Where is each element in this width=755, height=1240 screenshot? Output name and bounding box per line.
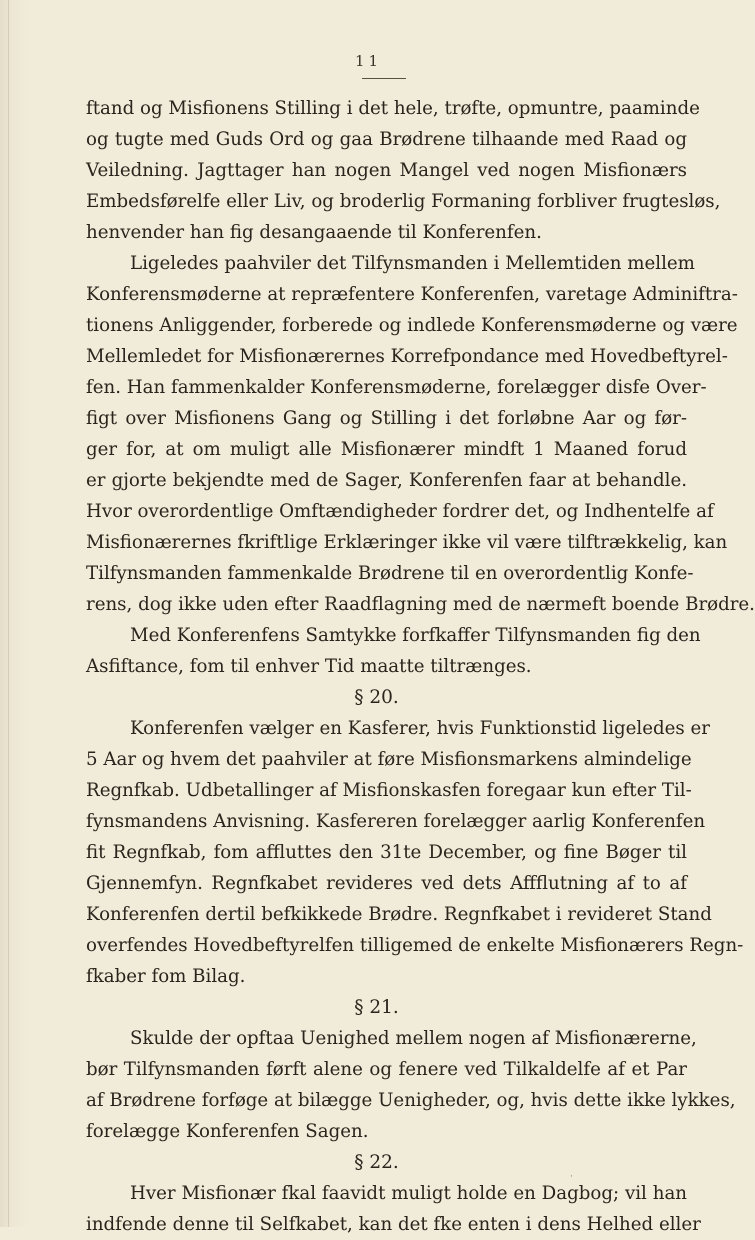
text-line: indfende denne til Selfkabet, kan det fke enten i dens Helhed eller — [86, 1214, 701, 1235]
header-rule — [362, 78, 406, 79]
text-line: Konferenfen dertil befkikkede Brødre. Regnfkabet i revideret Stand — [86, 904, 712, 925]
text-line: Gjennemfyn. Regnfkabet revideres ved dets Affflutning af to af — [86, 873, 687, 894]
text-line: Tilfynsmanden fammenkalde Brødrene til en overordentlig Konfe- — [86, 563, 694, 584]
page-number: 11 — [354, 52, 383, 70]
text-line: Konferensmøderne at repræfentere Konferenfen, varetage Adminiftra- — [86, 284, 738, 305]
text-line: Misfionærernes fkriftlige Erklæringer ikke vil være tilftrækkelig, kan — [86, 532, 728, 553]
text-line: Med Konferenfens Samtykke forfkaffer Tilfynsmanden fig den — [130, 625, 701, 646]
text-line: Regnfkab. Udbetallinger af Misfionskasfen foregaar kun efter Til- — [86, 780, 692, 801]
section-heading-22: § 22. — [354, 1152, 399, 1173]
text-line: af Brødrene forføge at bilægge Uenigheder, og, hvis dette ikke lykkes, — [86, 1090, 736, 1111]
text-line: fit Regnfkab, fom affluttes den 31te December, og fine Bøger til — [86, 842, 687, 863]
body-text — [86, 93, 755, 1240]
text-line: og tugte med Guds Ord og gaa Brødrene tilhaande med Raad og — [86, 129, 687, 150]
text-line: henvender han fig desangaaende til Konferenfen. — [86, 222, 542, 243]
text-line: 5 Aar og hvem det paahviler at føre Misfionsmarkens almindelige — [86, 749, 692, 770]
text-line: bør Tilfynsmanden førft alene og fenere ved Tilkaldelfe af et Par — [86, 1059, 687, 1080]
section-heading-21: § 21. — [354, 997, 399, 1018]
section-heading-20: § 20. — [354, 687, 399, 708]
text-line: figt over Misfionens Gang og Stilling i det forløbne Aar og før- — [86, 408, 687, 429]
text-line: er gjorte bekjendte med de Sager, Konferenfen faar at behandle. — [86, 470, 687, 491]
text-line: ger for, at om muligt alle Misfionærer mindft 1 Maaned forud — [86, 439, 687, 460]
text-line: rens, dog ikke uden efter Raadflagning med de nærmeft boende Brødre. — [86, 594, 755, 615]
text-line: Hver Misfionær fkal faavidt muligt holde en Dagbog; vil han — [130, 1183, 687, 1204]
text-line: ftand og Misfionens Stilling i det hele, trøfte, opmuntre, paaminde — [86, 98, 700, 119]
text-line: tionens Anliggender, forberede og indlede Konferensmøderne og være — [86, 315, 738, 336]
text-line: fkaber fom Bilag. — [86, 966, 246, 987]
text-line: fynsmandens Anvisning. Kasfereren forelægger aarlig Konferenfen — [86, 811, 706, 832]
text-line: Embedsførelfe eller Liv, og broderlig Formaning forbliver frugtesløs, — [86, 191, 721, 212]
text-line: Ligeledes paahviler det Tilfynsmanden i Mellemtiden mellem — [130, 253, 695, 274]
text-line: Asfiftance, fom til enhver Tid maatte tiltrænges. — [86, 656, 532, 677]
text-line: overfendes Hovedbeftyrelfen tilligemed de enkelte Misfionærers Regn- — [86, 935, 744, 956]
text-line: Veiledning. Jagttager han nogen Mangel ved nogen Misfionærs — [86, 160, 687, 181]
text-line: Mellemledet for Misfionærernes Korrefpondance med Hovedbeftyrel- — [86, 346, 728, 367]
text-line: Skulde der opftaa Uenighed mellem nogen af Misfionærerne, — [130, 1028, 697, 1049]
print-speck: · — [570, 1172, 573, 1182]
text-line: Hvor overordentlige Omftændigheder fordrer det, og Indhentelfe af — [86, 501, 714, 522]
text-line: forelægge Konferenfen Sagen. — [86, 1121, 369, 1142]
text-line: Konferenfen vælger en Kasferer, hvis Funktionstid ligeledes er — [130, 718, 710, 739]
page-binding-edge — [8, 0, 9, 1227]
text-line: fen. Han fammenkalder Konferensmøderne, forelægger disfe Over- — [86, 377, 707, 398]
